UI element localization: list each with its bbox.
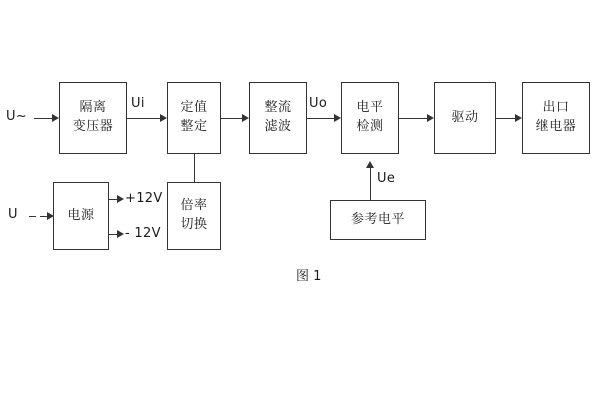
block-level-detection-line-1: 电平 [356,100,384,116]
block-power-supply-line-1: 电源 [67,207,95,223]
block-fixed-value-setting-line-2: 整定 [180,119,208,134]
block-level-detection [341,82,399,154]
block-multiplier-switch-line-1: 倍率 [180,198,208,214]
label-ue: Ue [377,171,396,186]
block-rectifier-filter-line-1: 整流 [264,100,292,116]
connector-reference-to-level [370,168,371,200]
arrowhead-plus12v [117,195,124,203]
block-rectifier-filter [249,82,307,154]
block-reference-level [330,200,426,240]
arrowhead-rectifier-to-level [334,114,341,122]
arrowhead-drive-to-output [515,114,522,122]
connector-setting-to-rectifier [221,118,242,119]
arrowhead-minus12v [117,230,124,238]
block-multiplier-switch [167,182,221,250]
connector-input-dc-seg-1 [29,216,36,217]
block-drive [434,82,496,154]
block-isolation-transformer-line-1: 隔离 [79,100,107,116]
block-output-relay-line-1: 出口 [542,100,570,116]
block-reference-level-line-1: 参考电平 [350,211,405,227]
arrowhead-setting-to-rectifier [242,114,249,122]
block-isolation-transformer [59,82,127,154]
label-input-ac: U~ [6,109,28,124]
connector-input-dc-seg-2 [40,216,47,217]
block-rectifier-filter-line-2: 滤波 [264,119,292,134]
block-fixed-value-setting-line-1: 定值 [180,100,208,116]
connector-drive-to-output [496,118,515,119]
connector-multiplier-to-setting [194,154,195,182]
label-input-dc: U [8,207,18,222]
block-fixed-value-setting [167,82,221,154]
block-level-detection-line-2: 检测 [356,119,384,134]
connector-input-ac [34,118,52,119]
arrowhead-level-to-drive [427,114,434,122]
label-ui: Ui [131,96,145,111]
connector-isolation-to-setting [127,118,160,119]
label-uo: Uo [309,96,328,111]
label-plus-12v: +12V [125,191,163,206]
connector-rectifier-to-level [307,118,334,119]
block-output-relay-line-2: 继电器 [535,119,577,134]
connector-level-to-drive [399,118,427,119]
block-isolation-transformer-line-2: 变压器 [72,119,114,134]
arrowhead-reference-to-level [366,161,374,168]
block-multiplier-switch-line-2: 切换 [180,217,208,232]
figure-caption: 图 1 [296,269,322,284]
block-power-supply [53,182,109,250]
block-drive-line-1: 驱动 [451,109,479,125]
arrowhead-input-dc [47,212,54,220]
arrowhead-isolation-to-setting [160,114,167,122]
arrowhead-input-ac [52,114,59,122]
label-minus-12v: - 12V [125,226,161,241]
block-output-relay [522,82,590,154]
